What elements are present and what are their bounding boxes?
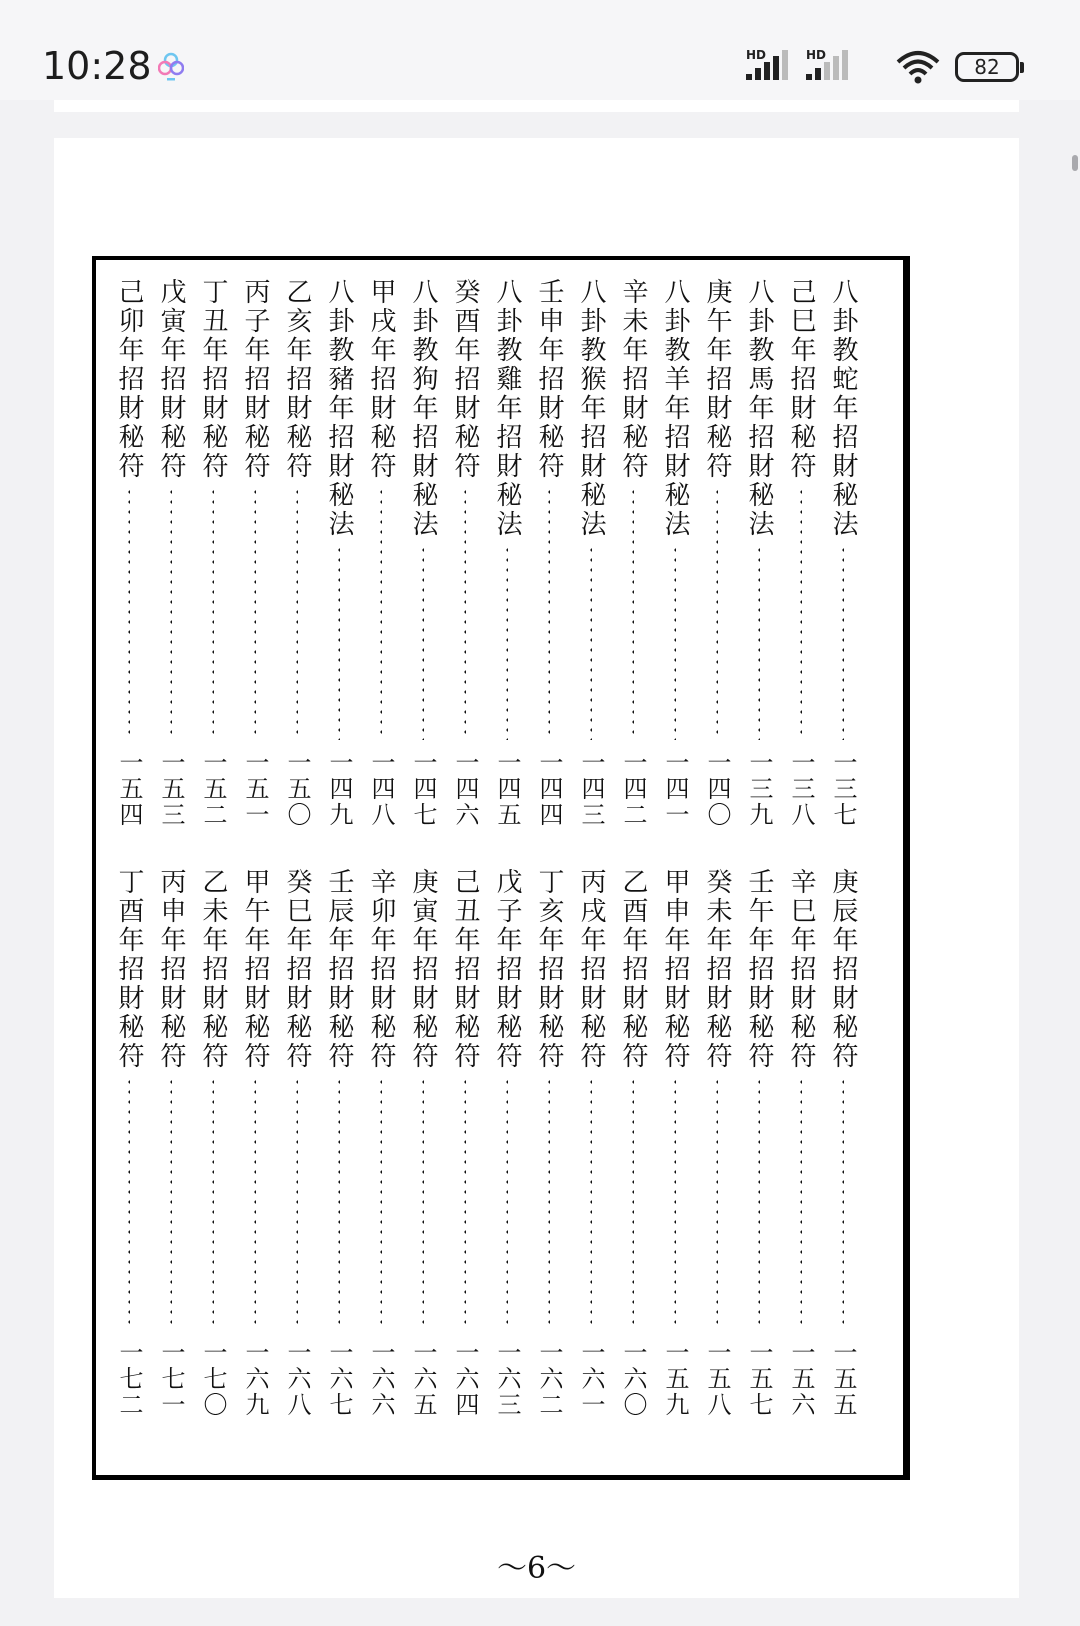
toc-entry-page: 一四七 [409,750,437,828]
toc-entry-title: 丁丑年招財秘符 [198,278,228,481]
toc-entry[interactable] [783,278,819,828]
toc-entry-title: 八卦教豬年招財秘法 [324,278,354,539]
toc-entry[interactable] [279,278,315,828]
toc-entry[interactable] [321,278,357,828]
toc-entry-page: 一五六 [787,1340,815,1418]
toc-entry[interactable] [615,868,651,1418]
toc-leader-dots [506,1077,508,1330]
toc-entry-title: 八卦教猴年招財秘法 [576,278,606,539]
toc-entry[interactable] [237,868,273,1418]
toc-entry[interactable] [153,278,189,828]
toc-leader-dots [800,1077,802,1330]
signal-2-label: HD [806,48,827,62]
toc-entry[interactable] [657,278,693,828]
toc-entry-page: 一七一 [157,1340,185,1418]
toc-leader-dots [590,1077,592,1330]
toc-leader-dots [338,545,340,740]
toc-entry-title: 八卦教羊年招財秘法 [660,278,690,539]
toc-leader-dots [758,1077,760,1330]
toc-entry-title: 丙子年招財秘符 [240,278,270,481]
toc-entry-title: 己丑年招財秘符 [450,868,480,1071]
toc-entry-page: 一五〇 [283,750,311,828]
toc-entry[interactable] [573,278,609,828]
toc-leader-dots [548,1077,550,1330]
toc-leader-dots [380,1077,382,1330]
toc-entry-page: 一五八 [703,1340,731,1418]
toc-entry-title: 癸酉年招財秘符 [450,278,480,481]
cellular-signal-icon-2 [806,50,854,86]
toc-entry[interactable] [111,868,147,1418]
toc-entry-page: 一六五 [409,1340,437,1418]
battery-icon [955,52,1019,82]
toc-entry-page: 一五二 [199,750,227,828]
scrollbar-handle[interactable] [1072,155,1078,171]
toc-entry-title: 八卦教狗年招財秘法 [408,278,438,539]
toc-leader-dots [464,1077,466,1330]
toc-entry[interactable] [699,868,735,1418]
toc-entry-page: 一三八 [787,750,815,828]
toc-entry-title: 乙未年招財秘符 [198,868,228,1071]
toc-entry-title: 甲戌年招財秘符 [366,278,396,481]
toc-entry-page: 一五九 [661,1340,689,1418]
toc-entry-title: 乙亥年招財秘符 [282,278,312,481]
toc-entry-title: 己巳年招財秘符 [786,278,816,481]
toc-entry[interactable] [321,868,357,1418]
toc-entry-page: 一三七 [829,750,857,828]
toc-entry[interactable] [657,868,693,1418]
page-number: ～6～ [496,1551,577,1586]
toc-entry-page: 一六三 [493,1340,521,1418]
toc-entry-page: 一七〇 [199,1340,227,1418]
toc-leader-dots [716,487,718,740]
toc-entry-title: 丁酉年招財秘符 [114,868,144,1071]
toc-entry[interactable] [363,278,399,828]
toc-leader-dots [296,487,298,740]
toc-entry[interactable] [489,868,525,1418]
toc-entry[interactable] [531,278,567,828]
toc-entry-page: 一四三 [577,750,605,828]
toc-entry-title: 壬午年招財秘符 [744,868,774,1071]
toc-entry[interactable] [825,278,861,828]
toc-entry[interactable] [363,868,399,1418]
toc-leader-dots [212,1077,214,1330]
toc-leader-dots [254,487,256,740]
toc-entry-title: 丙申年招財秘符 [156,868,186,1071]
wifi-icon [895,50,941,88]
toc-entry-page: 一四五 [493,750,521,828]
toc-leader-dots [842,1077,844,1330]
toc-leader-dots [758,545,760,740]
toc-entry-title: 丁亥年招財秘符 [534,868,564,1071]
toc-entry-title: 癸未年招財秘符 [702,868,732,1071]
toc-leader-dots [128,487,130,740]
toc-entry-title: 八卦教蛇年招財秘法 [828,278,858,539]
toc-leader-dots [338,1077,340,1330]
toc-entry[interactable] [279,868,315,1418]
toc-entry[interactable] [825,868,861,1418]
toc-entry-title: 八卦教馬年招財秘法 [744,278,774,539]
toc-entry-title: 辛卯年招財秘符 [366,868,396,1071]
toc-leader-dots [674,1077,676,1330]
toc-leader-dots [464,487,466,740]
toc-entry-title: 壬申年招財秘符 [534,278,564,481]
toc-leader-dots [800,487,802,740]
toc-entry-page: 一六九 [241,1340,269,1418]
toc-entry-page: 一五一 [241,750,269,828]
toc-entry[interactable] [615,278,651,828]
toc-leader-dots [422,545,424,740]
toc-entry-page: 一四二 [619,750,647,828]
toc-entry-page: 一六一 [577,1340,605,1418]
toc-entry-page: 一四四 [535,750,563,828]
toc-entry-page: 一五三 [157,750,185,828]
toc-entry[interactable] [447,278,483,828]
toc-entry-page: 一六二 [535,1340,563,1418]
toc-entry[interactable] [153,868,189,1418]
toc-entry-page: 一四一 [661,750,689,828]
toc-leader-dots [170,487,172,740]
toc-entry[interactable] [741,868,777,1418]
toc-leader-dots [296,1077,298,1330]
toc-leader-dots [842,545,844,740]
cellular-signal-icon-1 [746,50,794,86]
toc-entry-title: 甲午年招財秘符 [240,868,270,1071]
toc-entry-title: 庚午年招財秘符 [702,278,732,481]
toc-entry-title: 戊寅年招財秘符 [156,278,186,481]
toc-entry-title: 辛巳年招財秘符 [786,868,816,1071]
toc-entry-page: 一七二 [115,1340,143,1418]
toc-entry-title: 乙酉年招財秘符 [618,868,648,1071]
toc-entry[interactable] [405,868,441,1418]
toc-entry[interactable] [237,278,273,828]
toc-leader-dots [548,487,550,740]
toc-entry[interactable] [447,868,483,1418]
toc-entry[interactable] [783,868,819,1418]
toc-entry-title: 癸巳年招財秘符 [282,868,312,1071]
toc-entry[interactable] [531,868,567,1418]
toc-entry-page: 一四八 [367,750,395,828]
toc-entry-page: 一四六 [451,750,479,828]
toc-entry-page: 一六四 [451,1340,479,1418]
table-of-contents-frame [92,256,910,1480]
toc-entry[interactable] [573,868,609,1418]
toc-leader-dots [632,1077,634,1330]
toc-entry-title: 庚寅年招財秘符 [408,868,438,1071]
status-time: 10:28 [42,44,152,88]
toc-leader-dots [380,487,382,740]
toc-entry-page: 一五七 [745,1340,773,1418]
toc-entry-title: 甲申年招財秘符 [660,868,690,1071]
toc-entry-title: 戊子年招財秘符 [492,868,522,1071]
toc-leader-dots [716,1077,718,1330]
toc-entry-page: 一五五 [829,1340,857,1418]
toc-entry[interactable] [741,278,777,828]
toc-entry-page: 一六八 [283,1340,311,1418]
toc-entry-page: 一四〇 [703,750,731,828]
toc-leader-dots [212,487,214,740]
toc-entry[interactable] [111,278,147,828]
document-page[interactable] [54,138,1019,1598]
app-notification-icon [158,52,184,86]
toc-entry-page: 一五四 [115,750,143,828]
toc-entry-title: 己卯年招財秘符 [114,278,144,481]
toc-leader-dots [254,1077,256,1330]
toc-leader-dots [590,545,592,740]
toc-leader-dots [674,545,676,740]
toc-entry-title: 八卦教雞年招財秘法 [492,278,522,539]
toc-entry[interactable] [195,868,231,1418]
toc-entry[interactable] [405,278,441,828]
status-bar [0,0,1080,100]
toc-entry-page: 一六七 [325,1340,353,1418]
signal-1-label: HD [746,48,767,62]
toc-entry-title: 辛未年招財秘符 [618,278,648,481]
toc-entry-page: 一六〇 [619,1340,647,1418]
toc-leader-dots [632,487,634,740]
toc-entry[interactable] [699,278,735,828]
previous-page-edge [54,100,1019,112]
battery-level: 82 [974,55,1000,79]
toc-entry[interactable] [195,278,231,828]
toc-entry-title: 丙戌年招財秘符 [576,868,606,1071]
toc-entry-page: 一三九 [745,750,773,828]
toc-entry[interactable] [489,278,525,828]
toc-entry-page: 一四九 [325,750,353,828]
toc-entry-title: 壬辰年招財秘符 [324,868,354,1071]
toc-entry-page: 一六六 [367,1340,395,1418]
toc-leader-dots [170,1077,172,1330]
toc-entry-title: 庚辰年招財秘符 [828,868,858,1071]
toc-leader-dots [128,1077,130,1330]
toc-leader-dots [422,1077,424,1330]
toc-leader-dots [506,545,508,740]
